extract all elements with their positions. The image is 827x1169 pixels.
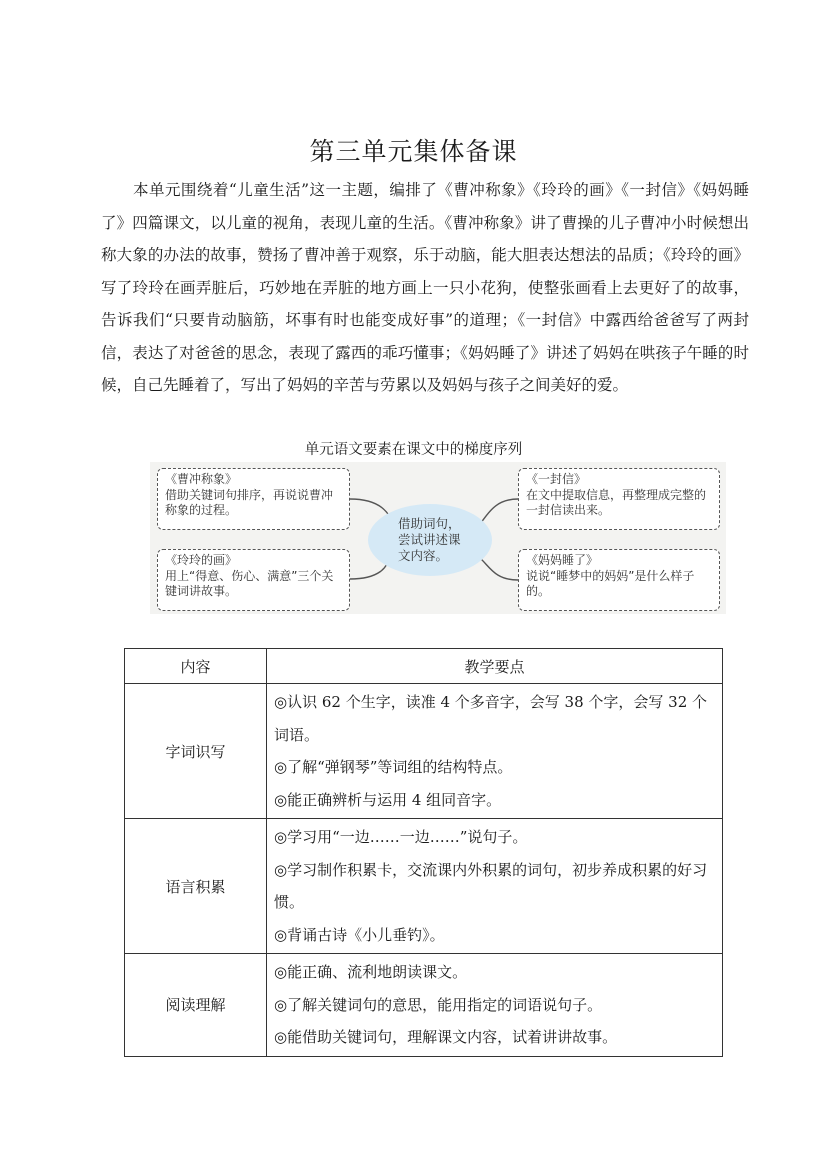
header-content: 内容 (125, 649, 267, 684)
box-lingling-title: 《玲玲的画》 (165, 553, 238, 567)
point-item: ◎学习制作积累卡，交流课内外积累的词句，初步养成积累的好习惯。 (274, 860, 708, 911)
row-points (267, 684, 723, 819)
connector-bottom-right (480, 558, 518, 580)
table-row (125, 684, 723, 819)
box-lingling (157, 549, 350, 611)
box-lingling-text: 用上“得意、伤心、满意”三个关键词讲故事。 (165, 568, 334, 598)
point-item: ◎认识 62 个生字，读准 4 个多音字，会写 38 个字，会写 32 个词语。 (274, 693, 708, 744)
box-caochong-title: 《曹冲称象》 (165, 472, 238, 486)
table-row (125, 954, 723, 1057)
center-node-text: 借助词句，尝试讲述课文内容。 (398, 516, 461, 563)
box-caochong (157, 468, 350, 530)
center-node (368, 504, 492, 576)
connector-top-right (480, 499, 518, 524)
point-item: ◎能正确、流利地朗读课文。 (274, 963, 468, 981)
box-mamashuile-title: 《妈妈睡了》 (526, 553, 599, 567)
row-category: 语言积累 (125, 819, 267, 954)
box-yifengxin-title: 《一封信》 (526, 472, 587, 486)
table-header-row (125, 649, 723, 684)
point-item: ◎了解关键词句的意思，能用指定的词语说句子。 (274, 995, 603, 1014)
point-item: ◎学习用“一边……一边……”说句子。 (274, 828, 528, 846)
box-mamashuile-text: 说说“睡梦中的妈妈”是什么样子的。 (526, 568, 695, 598)
box-mamashuile (518, 549, 720, 611)
teaching-points-table (124, 648, 723, 1057)
point-item: ◎能正确辨析与运用 4 组同音字。 (274, 790, 502, 809)
row-category: 字词识写 (125, 684, 267, 819)
box-yifengxin (518, 468, 720, 530)
box-caochong-text: 借助关键词句排序，再说说曹冲称象的过程。 (165, 487, 334, 517)
table-row (125, 819, 723, 954)
point-item: ◎了解“弹钢琴”等词组的结构特点。 (274, 758, 513, 776)
row-points (267, 819, 723, 954)
point-item: ◎能借助关键词句，理解课文内容，试着讲讲故事。 (274, 1028, 618, 1046)
intro-paragraph: 本单元围绕着“儿童生活”这一主题，编排了《曹冲称象》《玲玲的画》《一封信》《妈妈睡了》四篇课文，以儿童的视角，表现儿童的生活。《曹冲称象》讲了曹操的儿子曹冲小时候想出称大象的办法的故事，赞扬了曹冲善于观察，乐于动脑，能大胆表达想法的品质；《玲玲的画》写了玲玲在画弄脏后，巧妙地在弄脏的地方画上一只小花狗，使整张画看上去更好了的故事，告诉我们“只要肯动脑筋，坏事有时也能变成好事”的道理；《一封信》中露西给爸爸写了两封信，表达了对爸爸的思念，表现了露西的乖巧懂事；《妈妈睡了》讲述了妈妈在哄孩子午睡的时候，自己先睡着了，写出了妈妈的辛苦与劳累以及妈妈与孩子之间美好的爱。 (101, 181, 749, 394)
row-category: 阅读理解 (125, 954, 267, 1057)
page-title: 第三单元集体备课 (309, 137, 518, 166)
point-item: ◎背诵古诗《小儿垂钓》。 (274, 925, 445, 944)
mind-map (150, 462, 726, 614)
diagram-caption: 单元语文要素在课文中的梯度序列 (304, 442, 523, 458)
box-yifengxin-text: 在文中提取信息，再整理成完整的一封信读出来。 (526, 487, 707, 517)
row-points (267, 954, 723, 1057)
header-teaching-points: 教学要点 (267, 649, 723, 684)
